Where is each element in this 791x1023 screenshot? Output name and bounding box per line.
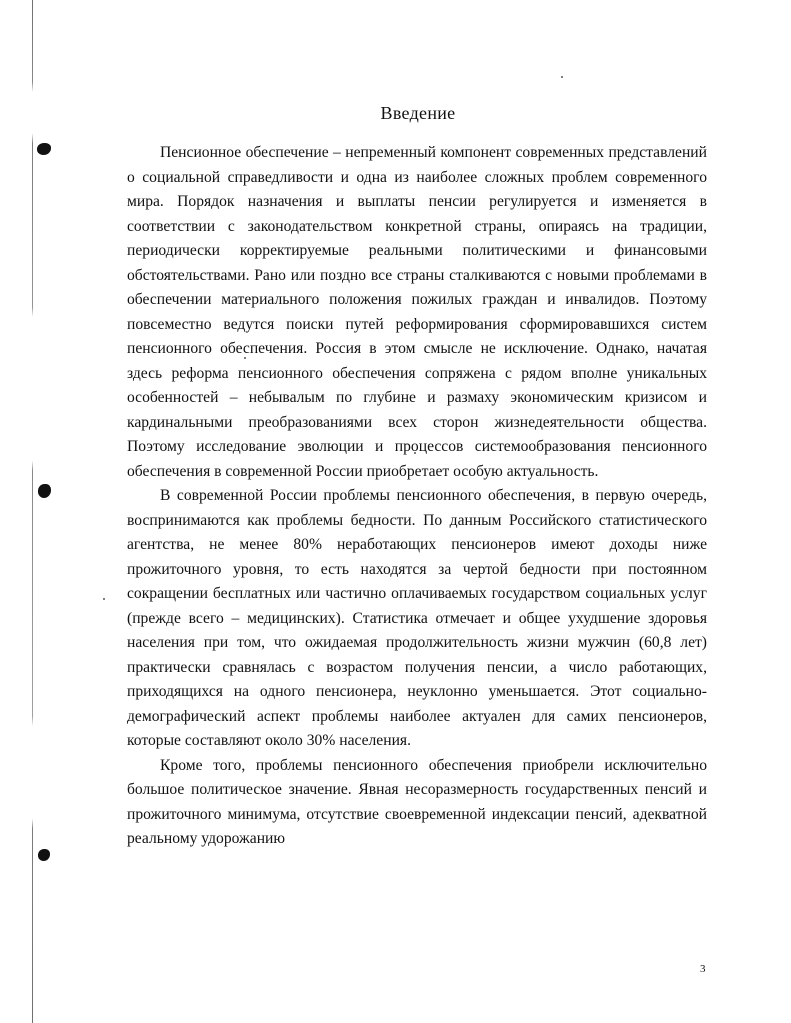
body-text: [127, 141, 707, 852]
scan-punch-hole-mark: [38, 484, 51, 498]
paragraph: В современной России проблемы пенсионного обеспечения, в первую очередь, воспринимаются как проблемы бедности. По данным Российского статистического агентства, не менее 80% неработающих пенсионеров имеют доходы ниже прожиточного уровня, то есть находятся за чертой бедности при постоянном сокращении бесплатных или частично оплачиваемых государством социальных услуг (прежде всего – медицинских). Статистика отмечает и общее ухудшение здоровья населения при том, что ожидаемая продолжительность жизни мужчин (60,8 лет) практически сравнялась с возрастом получения пенсии, а число работающих, приходящихся на одного пенсионера, неуклонно уменьшается. Этот социально-демографический аспект проблемы наиболее актуален для самих пенсионеров, которые составляют около 30% населения.: [127, 487, 707, 749]
page-title: Введение: [380, 103, 456, 123]
scan-punch-hole-mark: [37, 143, 51, 155]
scan-speck: [103, 598, 105, 600]
page-number: 3: [700, 963, 706, 975]
scan-left-edge: [32, 0, 33, 1023]
scan-speck: [561, 76, 563, 78]
scan-punch-hole-mark: [38, 849, 50, 861]
paragraph: Кроме того, проблемы пенсионного обеспечения приобрели исключительно большое политическое значение. Явная несоразмерность государственных пенсий и прожиточного минимума, отсутствие своевременной индексации пенсий, адекватной реальному удорожанию: [127, 756, 707, 847]
paragraph: Пенсионное обеспечение – непременный компонент современных представлений о социальной справедливости и одна из наиболее сложных проблем современного мира. Порядок назначения и выплаты пенсии регулируется и изменяется в соответствии с законодательством конкретной страны, опираясь на традиции, периодически корректируемые реальными политическими и финансовыми обстоятельствами. Рано или поздно все страны сталкиваются с новыми проблемами в обеспечении материального положения пожилых граждан и инвалидов. Поэтому повсеместно ведутся поиски путей реформирования сформировавшихся систем пенсионного обеспечения. Россия в этом смысле не исключение. Однако, начатая здесь реформа пенсионного обеспечения сопряжена с рядом вполне уникальных особенностей – небывалым по глубине и размаху экономическим кризисом и кардинальными преобразованиями всех сторон жизнедеятельности общества. Поэтому исследование эволюции и процессов системообразования пенсионного обеспечения в современной России приобретает особую актуальность.: [127, 144, 707, 480]
